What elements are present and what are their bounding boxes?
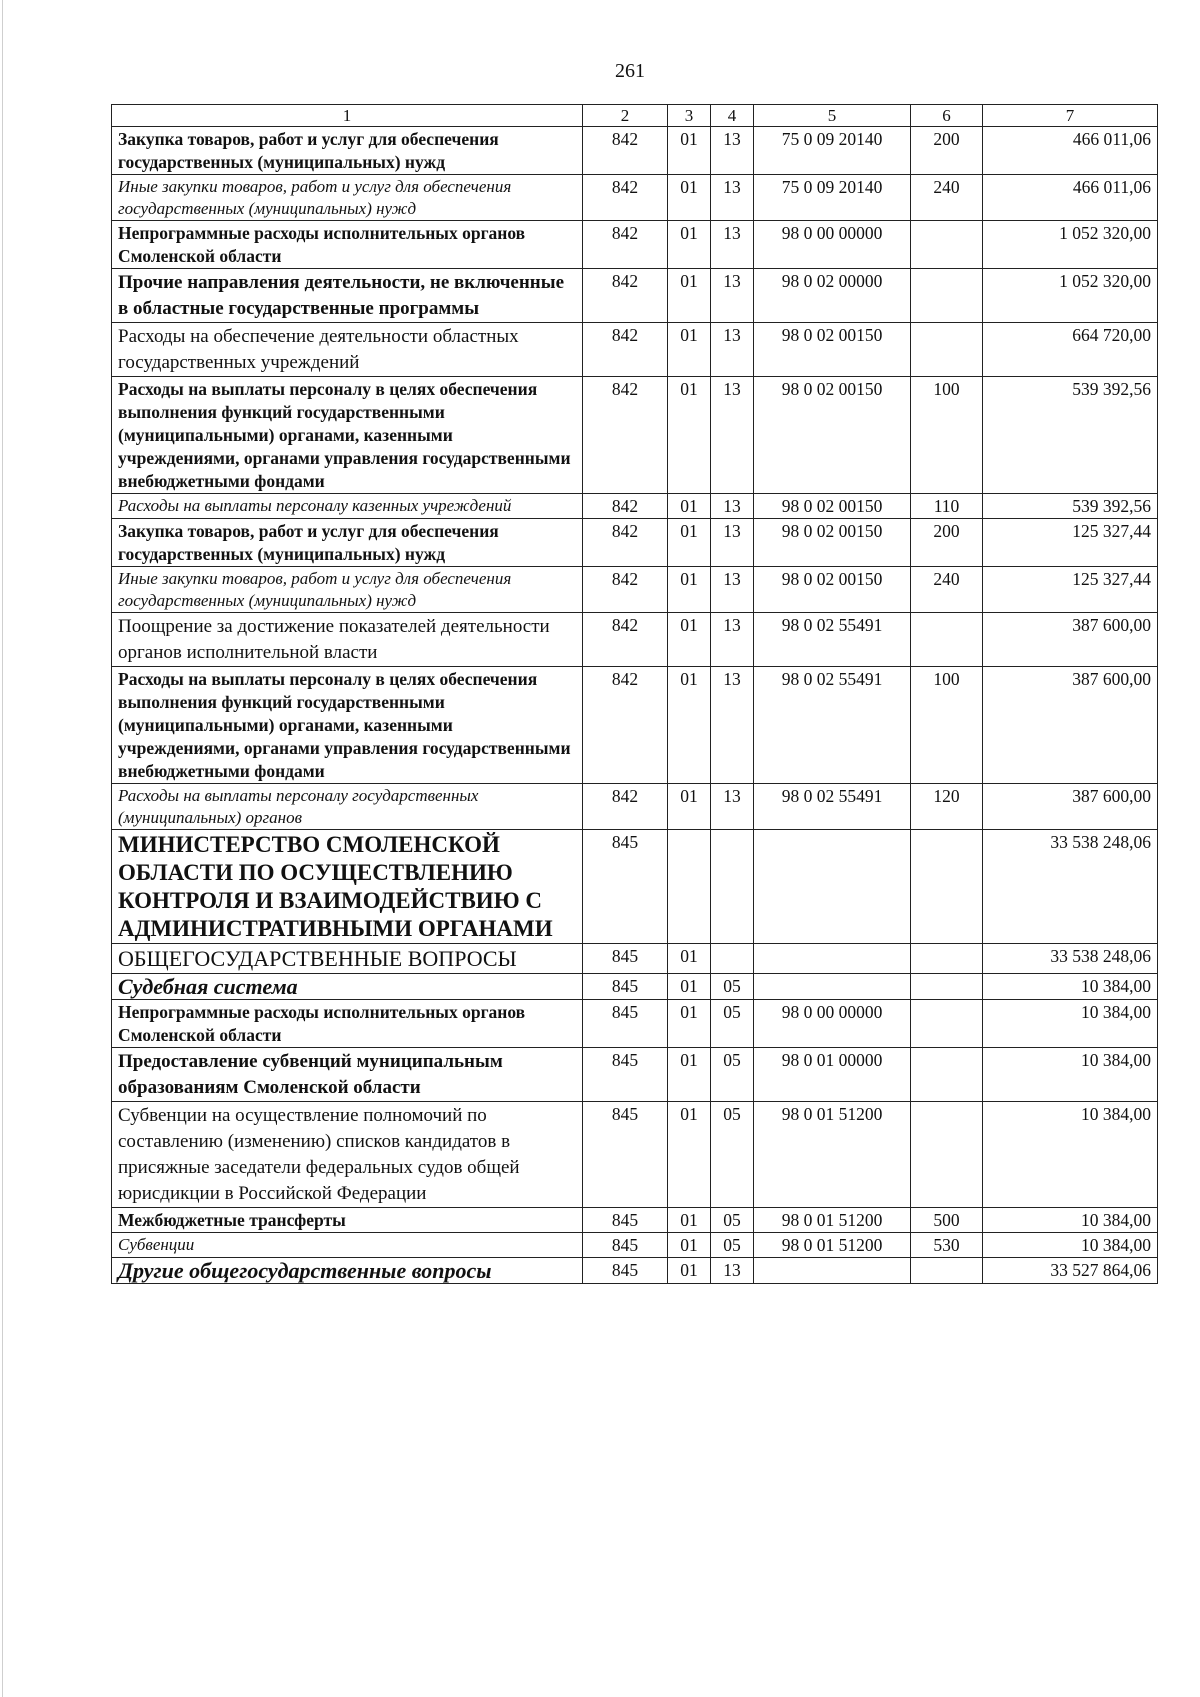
amount-cell: 33 538 248,06 (983, 944, 1158, 974)
department-code-cell: 845 (583, 1102, 668, 1208)
amount-cell: 10 384,00 (983, 1000, 1158, 1048)
row-name-cell: МИНИСТЕРСТВО СМОЛЕНСКОЙ ОБЛАСТИ ПО ОСУЩЕСТВЛЕНИЮ КОНТРОЛЯ И ВЗАИМОДЕЙСТВИЮ С АДМИНИСТРАТИВНЫМИ ОРГАНАМИ (112, 830, 583, 944)
subsection-code-cell (711, 944, 754, 974)
section-code-cell: 01 (668, 221, 711, 269)
row-name-cell: Непрограммные расходы исполнительных органов Смоленской области (112, 1000, 583, 1048)
department-code-cell: 842 (583, 323, 668, 377)
table-row (112, 1048, 1158, 1102)
expense-type-cell: 110 (911, 494, 983, 519)
expense-type-cell: 120 (911, 784, 983, 830)
department-code-cell: 842 (583, 494, 668, 519)
table-row (112, 377, 1158, 494)
amount-cell: 125 327,44 (983, 567, 1158, 613)
section-code-cell: 01 (668, 269, 711, 323)
row-name-cell: Расходы на выплаты персоналу в целях обеспечения выполнения функций государственными (муниципальными) органами, казенными учреждениями, органами управления государственными внебюджетными фондами (112, 377, 583, 494)
department-code-cell: 842 (583, 377, 668, 494)
row-name-cell: Расходы на выплаты персоналу в целях обеспечения выполнения функций государственными (муниципальными) органами, казенными учреждениями, органами управления государственными внебюджетными фондами (112, 667, 583, 784)
department-code-cell: 842 (583, 127, 668, 175)
amount-cell: 387 600,00 (983, 613, 1158, 667)
table-row (112, 127, 1158, 175)
section-code-cell: 01 (668, 784, 711, 830)
row-name-cell: Субвенции (112, 1233, 583, 1258)
column-header-5: 5 (754, 105, 911, 127)
section-code-cell (668, 830, 711, 944)
amount-cell: 10 384,00 (983, 1102, 1158, 1208)
subsection-code-cell: 13 (711, 175, 754, 221)
amount-cell: 33 538 248,06 (983, 830, 1158, 944)
expense-type-cell: 500 (911, 1208, 983, 1233)
subsection-code-cell (711, 830, 754, 944)
subsection-code-cell: 05 (711, 1102, 754, 1208)
subsection-code-cell: 13 (711, 784, 754, 830)
row-name-cell: Другие общегосударственные вопросы (112, 1258, 583, 1284)
table-row (112, 974, 1158, 1000)
amount-cell: 33 527 864,06 (983, 1258, 1158, 1284)
subsection-code-cell: 05 (711, 1048, 754, 1102)
table-row (112, 494, 1158, 519)
target-article-cell: 98 0 02 55491 (754, 667, 911, 784)
budget-table (111, 104, 1158, 1284)
row-name-cell: Расходы на выплаты персоналу казенных учреждений (112, 494, 583, 519)
target-article-cell (754, 830, 911, 944)
expense-type-cell: 530 (911, 1233, 983, 1258)
amount-cell: 387 600,00 (983, 784, 1158, 830)
table-row (112, 519, 1158, 567)
table-row (112, 221, 1158, 269)
target-article-cell (754, 1258, 911, 1284)
row-name-cell: ОБЩЕГОСУДАРСТВЕННЫЕ ВОПРОСЫ (112, 944, 583, 974)
section-code-cell: 01 (668, 175, 711, 221)
table-header-row (112, 105, 1158, 127)
row-name-cell: Закупка товаров, работ и услуг для обеспечения государственных (муниципальных) нужд (112, 127, 583, 175)
table-row (112, 944, 1158, 974)
table-row (112, 613, 1158, 667)
row-name-cell: Иные закупки товаров, работ и услуг для обеспечения государственных (муниципальных) нужд (112, 567, 583, 613)
amount-cell: 125 327,44 (983, 519, 1158, 567)
table-row (112, 269, 1158, 323)
department-code-cell: 845 (583, 1258, 668, 1284)
table-row (112, 323, 1158, 377)
amount-cell: 10 384,00 (983, 974, 1158, 1000)
row-name-cell: Расходы на выплаты персоналу государственных (муниципальных) органов (112, 784, 583, 830)
expense-type-cell (911, 974, 983, 1000)
amount-cell: 1 052 320,00 (983, 269, 1158, 323)
amount-cell: 10 384,00 (983, 1208, 1158, 1233)
row-name-cell: Непрограммные расходы исполнительных органов Смоленской области (112, 221, 583, 269)
department-code-cell: 845 (583, 1233, 668, 1258)
row-name-cell: Межбюджетные трансферты (112, 1208, 583, 1233)
subsection-code-cell: 13 (711, 269, 754, 323)
column-header-7: 7 (983, 105, 1158, 127)
section-code-cell: 01 (668, 1208, 711, 1233)
amount-cell: 539 392,56 (983, 494, 1158, 519)
department-code-cell: 842 (583, 613, 668, 667)
department-code-cell: 842 (583, 519, 668, 567)
column-header-2: 2 (583, 105, 668, 127)
department-code-cell: 845 (583, 1000, 668, 1048)
expense-type-cell: 100 (911, 377, 983, 494)
target-article-cell: 98 0 02 55491 (754, 784, 911, 830)
subsection-code-cell: 13 (711, 377, 754, 494)
amount-cell: 539 392,56 (983, 377, 1158, 494)
column-header-4: 4 (711, 105, 754, 127)
amount-cell: 466 011,06 (983, 175, 1158, 221)
section-code-cell: 01 (668, 974, 711, 1000)
row-name-cell: Расходы на обеспечение деятельности областных государственных учреждений (112, 323, 583, 377)
table-row (112, 567, 1158, 613)
department-code-cell: 842 (583, 567, 668, 613)
subsection-code-cell: 13 (711, 1258, 754, 1284)
expense-type-cell (911, 269, 983, 323)
expense-type-cell (911, 1102, 983, 1208)
amount-cell: 1 052 320,00 (983, 221, 1158, 269)
target-article-cell: 98 0 01 00000 (754, 1048, 911, 1102)
subsection-code-cell: 05 (711, 1233, 754, 1258)
row-name-cell: Предоставление субвенций муниципальным образованиям Смоленской области (112, 1048, 583, 1102)
amount-cell: 10 384,00 (983, 1233, 1158, 1258)
target-article-cell: 98 0 00 00000 (754, 1000, 911, 1048)
amount-cell: 387 600,00 (983, 667, 1158, 784)
section-code-cell: 01 (668, 127, 711, 175)
section-code-cell: 01 (668, 323, 711, 377)
department-code-cell: 845 (583, 1208, 668, 1233)
section-code-cell: 01 (668, 377, 711, 494)
section-code-cell: 01 (668, 944, 711, 974)
department-code-cell: 842 (583, 221, 668, 269)
section-code-cell: 01 (668, 567, 711, 613)
table-row (112, 175, 1158, 221)
subsection-code-cell: 13 (711, 323, 754, 377)
table-row (112, 1233, 1158, 1258)
target-article-cell: 98 0 02 55491 (754, 613, 911, 667)
department-code-cell: 845 (583, 1048, 668, 1102)
table-row (112, 1208, 1158, 1233)
target-article-cell (754, 974, 911, 1000)
target-article-cell: 98 0 02 00150 (754, 519, 911, 567)
expense-type-cell (911, 1258, 983, 1284)
section-code-cell: 01 (668, 519, 711, 567)
column-header-1: 1 (112, 105, 583, 127)
target-article-cell: 75 0 09 20140 (754, 175, 911, 221)
department-code-cell: 842 (583, 784, 668, 830)
table-row (112, 784, 1158, 830)
expense-type-cell (911, 221, 983, 269)
expense-type-cell (911, 944, 983, 974)
row-name-cell: Прочие направления деятельности, не включенные в областные государственные программы (112, 269, 583, 323)
department-code-cell: 842 (583, 667, 668, 784)
subsection-code-cell: 05 (711, 974, 754, 1000)
section-code-cell: 01 (668, 1048, 711, 1102)
section-code-cell: 01 (668, 613, 711, 667)
expense-type-cell: 240 (911, 175, 983, 221)
section-code-cell: 01 (668, 1000, 711, 1048)
section-code-cell: 01 (668, 1258, 711, 1284)
subsection-code-cell: 05 (711, 1000, 754, 1048)
expense-type-cell: 200 (911, 127, 983, 175)
expense-type-cell (911, 1048, 983, 1102)
target-article-cell: 98 0 02 00150 (754, 377, 911, 494)
subsection-code-cell: 13 (711, 567, 754, 613)
subsection-code-cell: 13 (711, 221, 754, 269)
table-row (112, 667, 1158, 784)
department-code-cell: 842 (583, 269, 668, 323)
subsection-code-cell: 13 (711, 613, 754, 667)
target-article-cell: 98 0 01 51200 (754, 1233, 911, 1258)
expense-type-cell: 200 (911, 519, 983, 567)
subsection-code-cell: 13 (711, 667, 754, 784)
expense-type-cell (911, 613, 983, 667)
row-name-cell: Иные закупки товаров, работ и услуг для обеспечения государственных (муниципальных) нужд (112, 175, 583, 221)
subsection-code-cell: 13 (711, 519, 754, 567)
target-article-cell: 98 0 00 00000 (754, 221, 911, 269)
target-article-cell: 98 0 01 51200 (754, 1102, 911, 1208)
target-article-cell: 98 0 02 00150 (754, 567, 911, 613)
amount-cell: 10 384,00 (983, 1048, 1158, 1102)
subsection-code-cell: 13 (711, 127, 754, 175)
column-header-6: 6 (911, 105, 983, 127)
table-row (112, 1102, 1158, 1208)
table-body (112, 105, 1158, 1284)
expense-type-cell: 100 (911, 667, 983, 784)
target-article-cell: 98 0 02 00000 (754, 269, 911, 323)
target-article-cell: 98 0 01 51200 (754, 1208, 911, 1233)
department-code-cell: 845 (583, 830, 668, 944)
expense-type-cell (911, 1000, 983, 1048)
expense-type-cell (911, 323, 983, 377)
target-article-cell: 98 0 02 00150 (754, 323, 911, 377)
target-article-cell: 98 0 02 00150 (754, 494, 911, 519)
target-article-cell: 75 0 09 20140 (754, 127, 911, 175)
page-number: 261 (615, 60, 645, 82)
scan-margin-line (2, 0, 3, 1697)
amount-cell: 664 720,00 (983, 323, 1158, 377)
amount-cell: 466 011,06 (983, 127, 1158, 175)
subsection-code-cell: 05 (711, 1208, 754, 1233)
expense-type-cell (911, 830, 983, 944)
row-name-cell: Поощрение за достижение показателей деятельности органов исполнительной власти (112, 613, 583, 667)
subsection-code-cell: 13 (711, 494, 754, 519)
section-code-cell: 01 (668, 1233, 711, 1258)
department-code-cell: 845 (583, 944, 668, 974)
target-article-cell (754, 944, 911, 974)
table-row (112, 1000, 1158, 1048)
table-row (112, 1258, 1158, 1284)
section-code-cell: 01 (668, 1102, 711, 1208)
expense-type-cell: 240 (911, 567, 983, 613)
department-code-cell: 842 (583, 175, 668, 221)
row-name-cell: Судебная система (112, 974, 583, 1000)
table-row (112, 830, 1158, 944)
section-code-cell: 01 (668, 494, 711, 519)
row-name-cell: Закупка товаров, работ и услуг для обеспечения государственных (муниципальных) нужд (112, 519, 583, 567)
column-header-3: 3 (668, 105, 711, 127)
section-code-cell: 01 (668, 667, 711, 784)
department-code-cell: 845 (583, 974, 668, 1000)
row-name-cell: Субвенции на осуществление полномочий по составлению (изменению) списков кандидатов в присяжные заседатели федеральных судов общей юрисдикции в Российской Федерации (112, 1102, 583, 1208)
